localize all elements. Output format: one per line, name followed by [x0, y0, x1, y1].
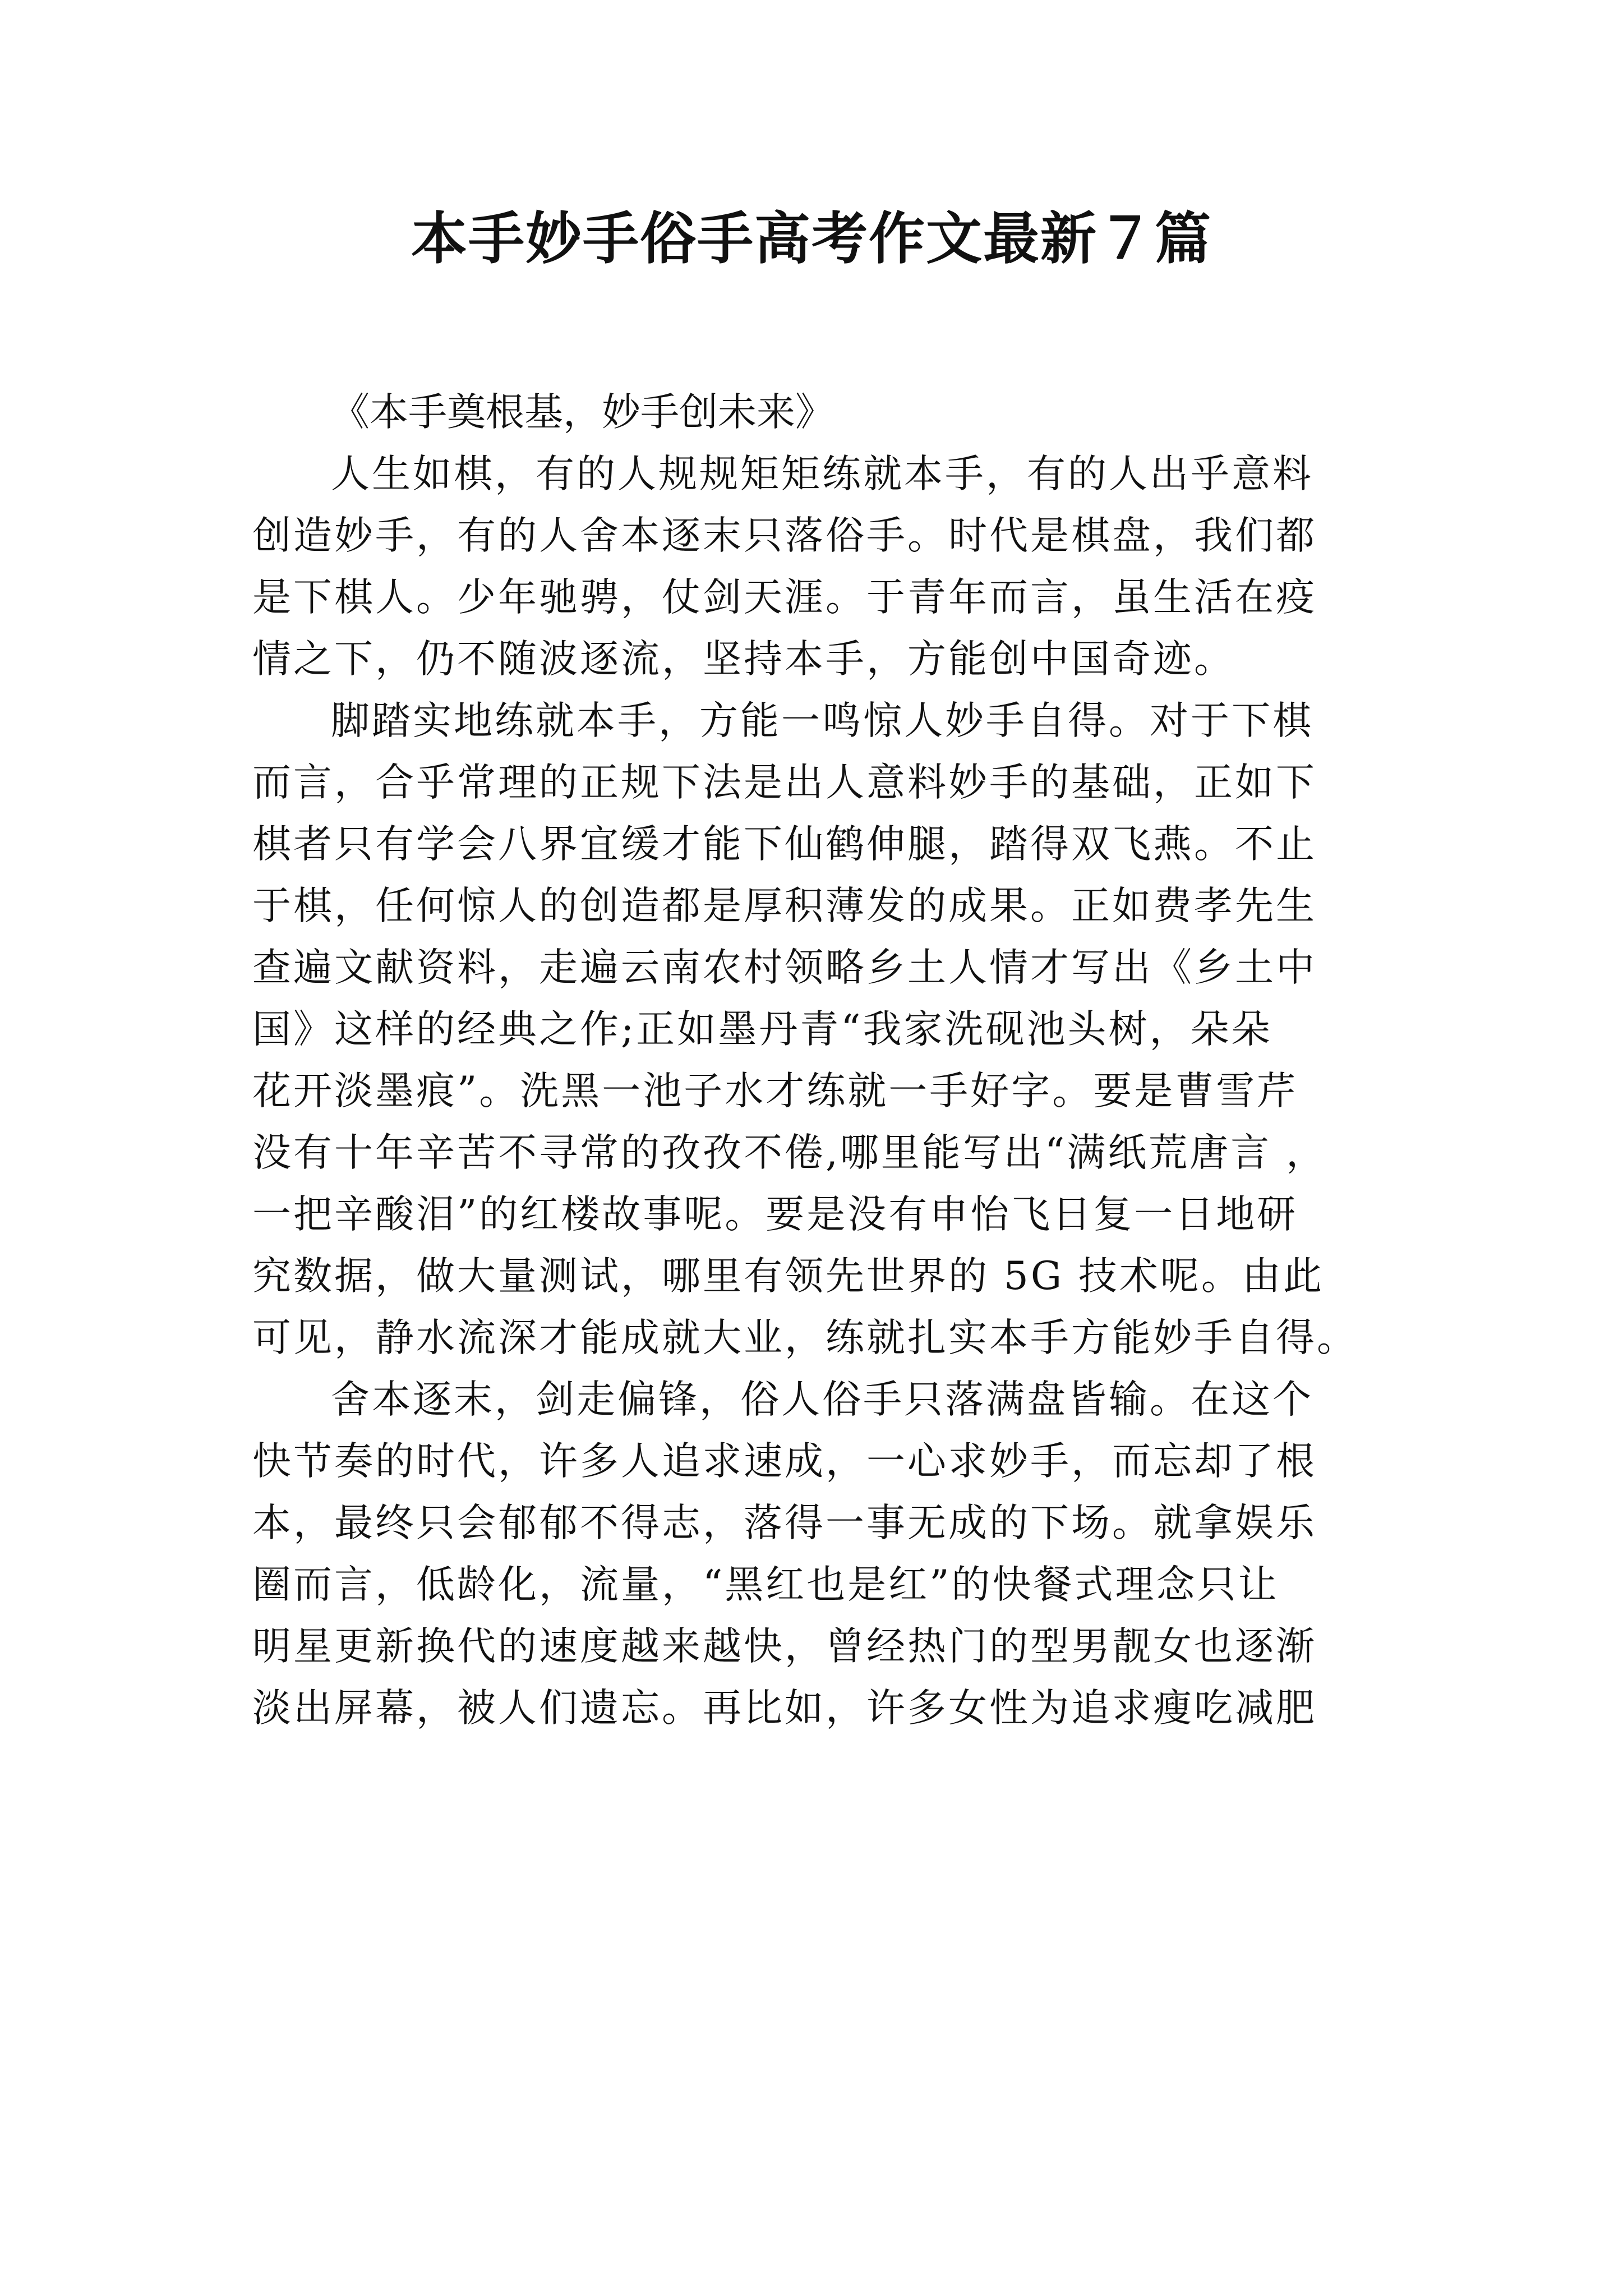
paragraph-line: 淡出屏幕，被人们遗忘。再比如，许多女性为追求瘦吃减肥 [252, 1686, 1317, 1731]
paragraph-line: 国》这样的经典之作;正如墨丹青“我家洗砚池头树，朵朵 [252, 1007, 1272, 1052]
paragraph-line: 人生如棋，有的人规规矩矩练就本手，有的人出乎意料 [331, 452, 1313, 496]
paragraph-line: 情之下，仍不随波逐流，坚持本手，方能创中国奇迹。 [252, 637, 1235, 682]
paragraph-line: 快节奏的时代，许多人追求速成，一心求妙手，而忘却了根 [252, 1439, 1317, 1484]
paragraph-3 [252, 1369, 1391, 1739]
paragraph-line: 而言，合乎常理的正规下法是出人意料妙手的基础，正如下 [252, 760, 1317, 805]
document-body [252, 381, 1391, 1739]
paragraph-line: 本，最终只会郁郁不得志，落得一事无成的下场。就拿娱乐 [252, 1501, 1317, 1545]
paragraph-line: 花开淡墨痕”。洗黑一池子水才练就一手好字。要是曹雪芹 [252, 1069, 1298, 1114]
document-title: 本手妙手俗手高考作文最新７篇 [411, 205, 1212, 272]
essay-title: 《本手奠根基，妙手创未来》 [331, 390, 834, 435]
paragraph-line: 没有十年辛苦不寻常的孜孜不倦,哪里能写出“满纸荒唐言 ， [252, 1130, 1327, 1175]
paragraph-line: 棋者只有学会八界宜缓才能下仙鹤伸腿，踏得双飞燕。不止 [252, 822, 1317, 867]
paragraph-line: 是下棋人。少年驰骋，仗剑天涯。于青年而言，虽生活在疫 [252, 575, 1317, 620]
paragraph-line: 一把辛酸泪”的红楼故事呢。要是没有申怡飞日复一日地研 [252, 1192, 1298, 1237]
paragraph-line: 可见，静水流深才能成就大业，练就扎实本手方能妙手自得。 [252, 1315, 1358, 1360]
paragraph-line: 查遍文献资料，走遍云南农村领略乡土人情才写出《乡土中 [252, 945, 1317, 990]
paragraph-line: 脚踏实地练就本手，方能一鸣惊人妙手自得。对于下棋 [331, 698, 1313, 743]
paragraph-line: 明星更新换代的速度越来越快，曾经热门的型男靓女也逐渐 [252, 1624, 1317, 1669]
paragraph-line: 于棋，任何惊人的创造都是厚积薄发的成果。正如费孝先生 [252, 884, 1317, 928]
paragraph-1 [252, 443, 1391, 690]
paragraph-line: 究数据，做大量测试，哪里有领先世界的 5G 技术呢。由此 [252, 1254, 1324, 1299]
paragraph-line: 圈而言，低龄化，流量，“黑红也是红”的快餐式理念只让 [252, 1562, 1279, 1607]
paragraph-2 [252, 690, 1391, 1369]
paragraph-line: 舍本逐末，剑走偏锋，俗人俗手只落满盘皆输。在这个 [331, 1377, 1313, 1422]
paragraph-line: 创造妙手，有的人舍本逐末只落俗手。时代是棋盘，我们都 [252, 513, 1317, 558]
